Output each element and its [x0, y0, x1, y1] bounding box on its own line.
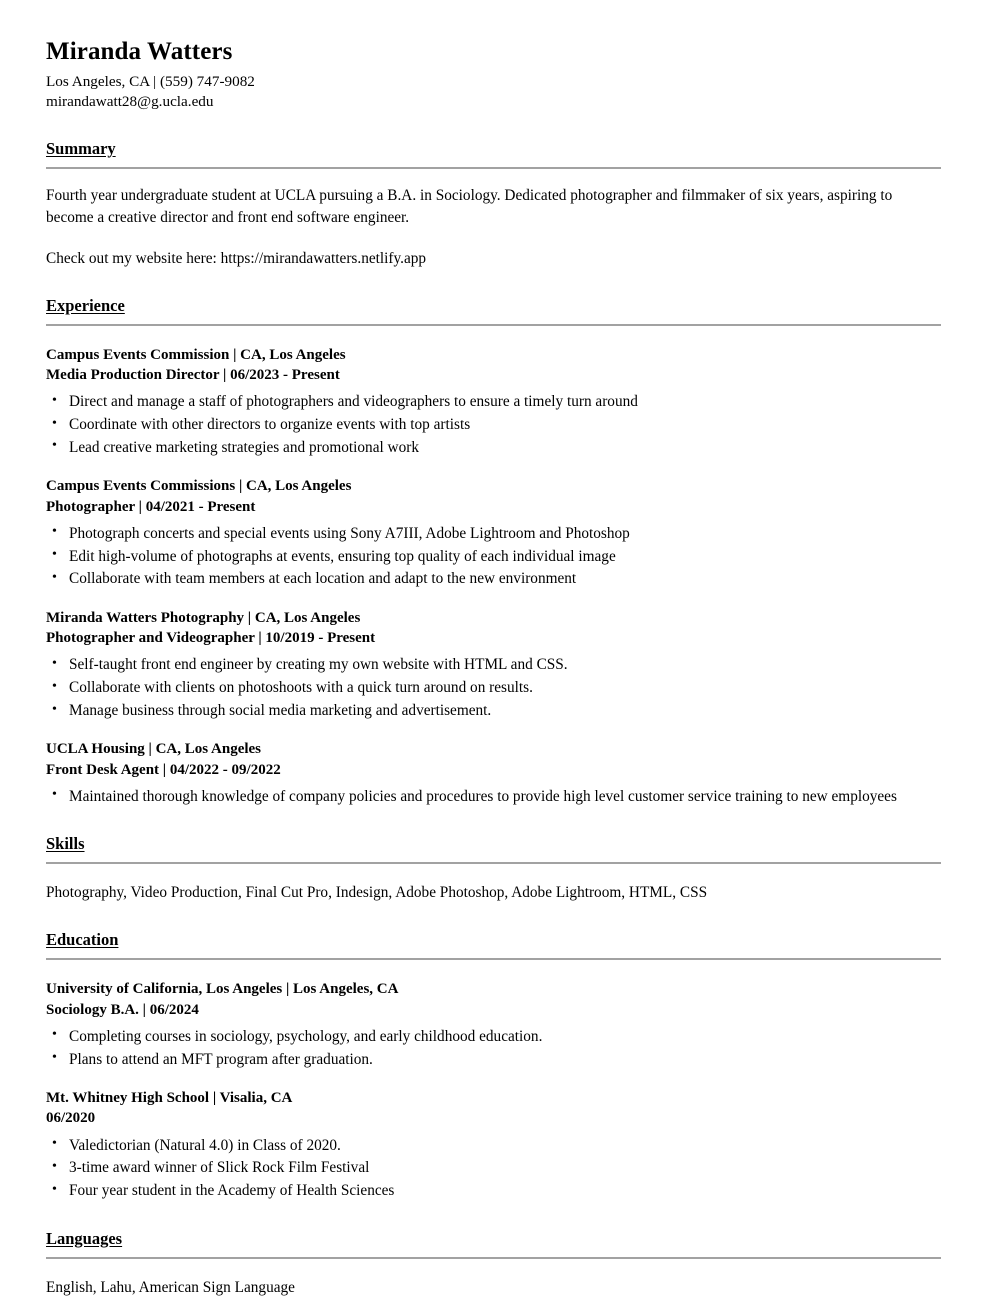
section-title-languages: Languages	[46, 1228, 123, 1248]
list-item: • Direct and manage a staff of photographers and videographers to ensure a timely turn around	[46, 392, 941, 412]
section-skills-header	[46, 834, 941, 864]
section-title-summary: Summary	[46, 139, 116, 159]
section-education	[46, 930, 941, 1201]
list-item: • Coordinate with other directors to organize events with top artists	[46, 415, 941, 435]
section-title-skills: Skills	[46, 834, 85, 854]
languages-list: English, Lahu, American Sign Language	[46, 1278, 295, 1296]
education-entry	[46, 979, 941, 1070]
list-item: • Collaborate with clients on photoshoots with a quick turn around on results.	[46, 678, 941, 698]
resume-header	[46, 38, 941, 112]
entry-role: Photographer | 04/2021 - Present	[46, 498, 256, 515]
entry-bullet-list	[46, 1027, 941, 1070]
list-item: • Lead creative marketing strategies and promotional work	[46, 438, 941, 458]
entry-bullet-list	[46, 392, 941, 458]
contact-email: mirandawatt28@g.ucla.edu	[46, 93, 214, 111]
entry-role: 06/2020	[46, 1110, 96, 1127]
entry-bullet-list	[46, 1136, 941, 1202]
section-divider	[46, 1257, 941, 1259]
contact-location-phone: Los Angeles, CA | (559) 747-9082	[46, 73, 255, 90]
entry-bullet-list	[46, 655, 941, 721]
section-title-experience: Experience	[46, 295, 125, 315]
list-item: • Self-taught front end engineer by creating my own website with HTML and CSS.	[46, 655, 941, 675]
summary-paragraph: Fourth year undergraduate student at UCLA pursuing a B.A. in Sociology. Dedicated photographer and filmmaker of six years, aspiring to become a creative director and front end software engineer.	[46, 187, 893, 226]
section-divider	[46, 958, 941, 960]
section-divider	[46, 167, 941, 169]
entry-role: Sociology B.A. | 06/2024	[46, 1001, 199, 1018]
section-divider	[46, 862, 941, 864]
entry-role: Front Desk Agent | 04/2022 - 09/2022	[46, 761, 281, 778]
experience-entry	[46, 345, 941, 459]
education-entry	[46, 1088, 941, 1202]
experience-entry	[46, 608, 941, 722]
entry-role: Media Production Director | 06/2023 - Present	[46, 367, 340, 384]
section-languages-header	[46, 1229, 941, 1259]
entry-bullet-list	[46, 524, 941, 590]
entry-bullet-list	[46, 787, 941, 807]
entry-organization: University of California, Los Angeles | Los Angeles, CA	[46, 981, 399, 998]
entry-organization: Miranda Watters Photography | CA, Los Angeles	[46, 609, 361, 626]
list-item: • Completing courses in sociology, psychology, and early childhood education.	[46, 1027, 941, 1047]
list-item: • Edit high-volume of photographs at events, ensuring top quality of each individual image	[46, 547, 941, 567]
skills-list: Photography, Video Production, Final Cut Pro, Indesign, Adobe Photoshop, Adobe Lightroom, HTML, CSS	[46, 884, 708, 902]
summary-website-line: Check out my website here: https://mirandawatters.netlify.app	[46, 249, 427, 267]
list-item: • Maintained thorough knowledge of company policies and procedures to provide high level customer service training to new employees	[46, 787, 941, 807]
section-skills	[46, 834, 941, 903]
candidate-name: Miranda Watters	[46, 38, 233, 65]
section-summary-header	[46, 139, 941, 169]
list-item: • Photograph concerts and special events using Sony A7III, Adobe Lightroom and Photoshop	[46, 524, 941, 544]
section-title-education: Education	[46, 930, 119, 950]
section-divider	[46, 324, 941, 326]
entry-role: Photographer and Videographer | 10/2019 - Present	[46, 630, 376, 647]
section-experience-header	[46, 296, 941, 326]
list-item: • Manage business through social media marketing and advertisement.	[46, 701, 941, 721]
section-summary	[46, 139, 941, 268]
list-item: • Four year student in the Academy of Health Sciences	[46, 1181, 941, 1201]
entry-organization: Mt. Whitney High School | Visalia, CA	[46, 1090, 293, 1106]
list-item: • Valedictorian (Natural 4.0) in Class of 2020.	[46, 1136, 941, 1156]
entry-organization: UCLA Housing | CA, Los Angeles	[46, 741, 262, 758]
experience-entry	[46, 739, 941, 807]
list-item: • Plans to attend an MFT program after graduation.	[46, 1050, 941, 1070]
entry-organization: Campus Events Commission | CA, Los Angeles	[46, 346, 346, 363]
section-languages	[46, 1229, 941, 1298]
section-education-header	[46, 930, 941, 960]
section-experience	[46, 296, 941, 807]
list-item: • Collaborate with team members at each location and adapt to the new environment	[46, 569, 941, 589]
list-item: • 3-time award winner of Slick Rock Film Festival	[46, 1158, 941, 1178]
entry-organization: Campus Events Commissions | CA, Los Angeles	[46, 478, 352, 495]
experience-entry	[46, 476, 941, 590]
